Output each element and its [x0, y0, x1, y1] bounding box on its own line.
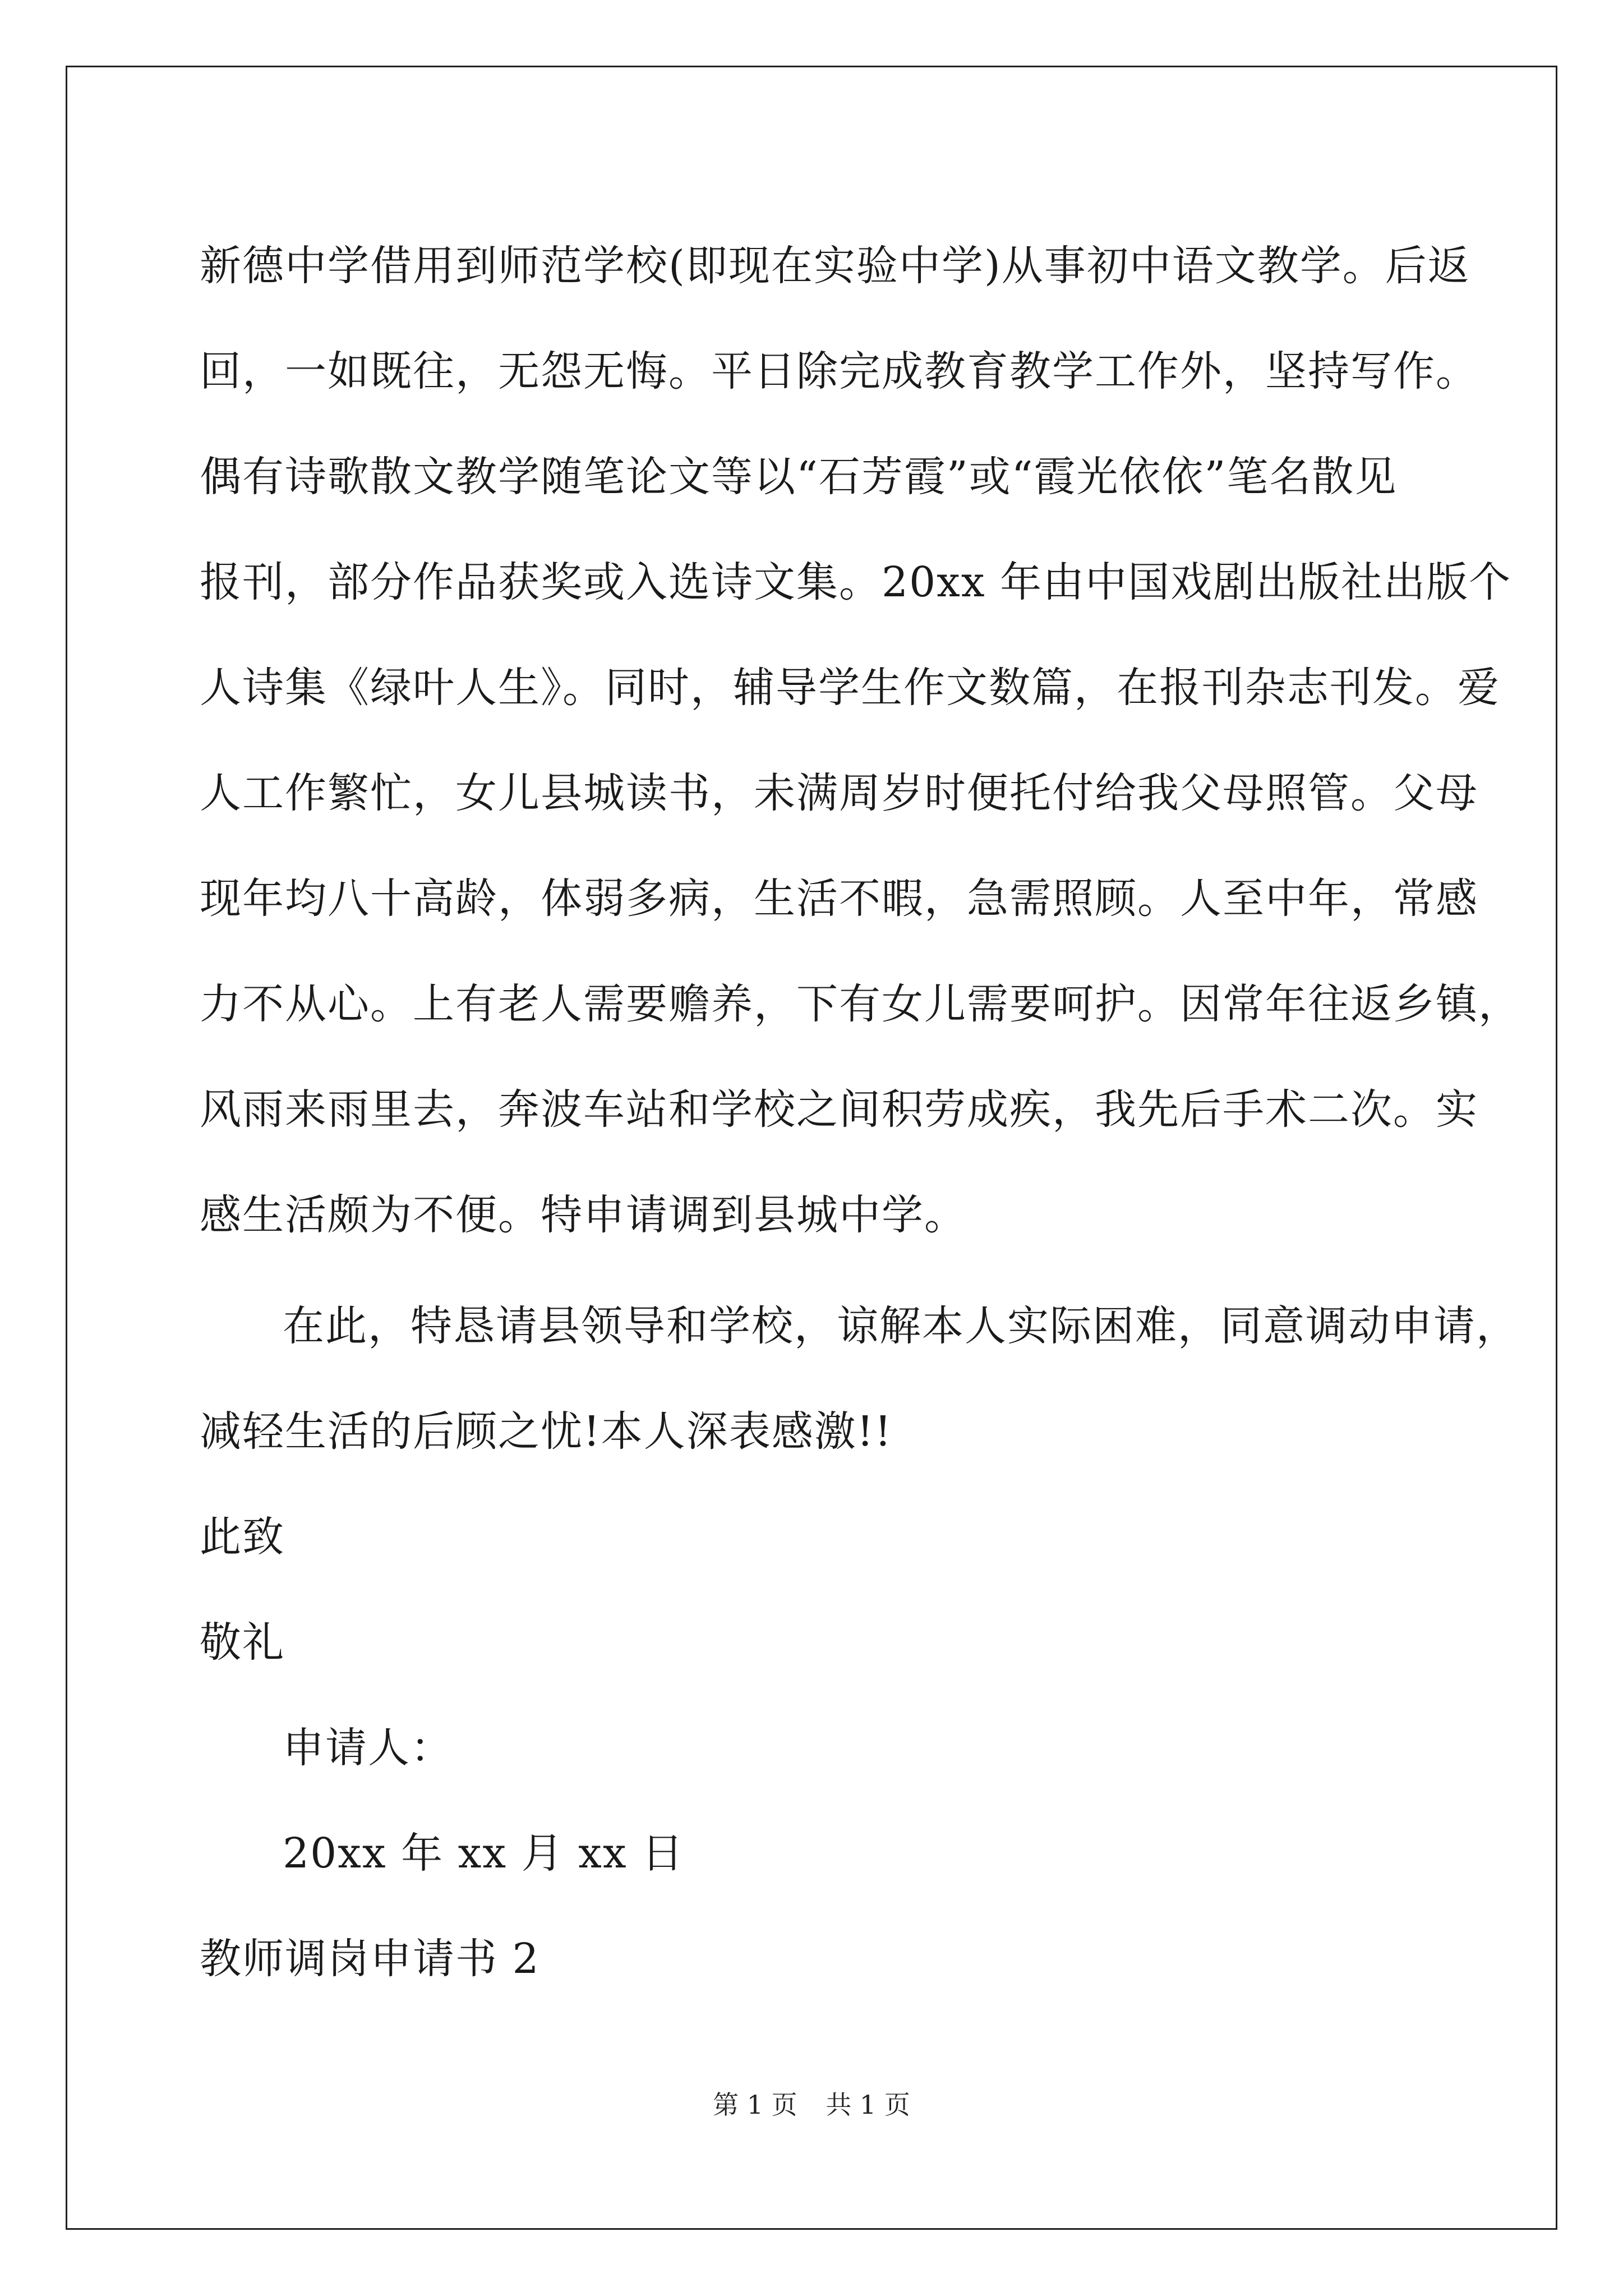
body-line-3: 偶有诗歌散文教学随笔论文等以“石芳霞”或“霞光依依”笔名散见	[200, 453, 1398, 501]
body-line-6: 人工作繁忙，女儿县城读书，未满周岁时便托付给我父母照管。父母	[200, 769, 1478, 817]
body-line-1: 新德中学借用到师范学校(即现在实验中学)从事初中语文教学。后返	[200, 242, 1470, 290]
body-line-9: 风雨来雨里去，奔波车站和学校之间积劳成疾，我先后手术二次。实	[200, 1085, 1478, 1134]
page-number-total: 共 1 页	[826, 2090, 910, 2120]
salutation-jing-li: 敬礼	[200, 1618, 285, 1667]
body-line-2: 回，一如既往，无怨无悔。平日除完成教育教学工作外，坚持写作。	[200, 347, 1478, 395]
next-document-title: 教师调岗申请书 2	[200, 1935, 540, 1983]
body-line-4: 报刊，部分作品获奖或入选诗文集。20xx 年由中国戏剧出版社出版个	[200, 558, 1512, 606]
body-line-5: 人诗集《绿叶人生》。同时，辅导学生作文数篇，在报刊杂志刊发。爱	[200, 664, 1500, 712]
document-body	[200, 213, 1521, 2012]
applicant-label: 申请人：	[283, 1724, 453, 1772]
page-number-current: 第 1 页	[713, 2090, 797, 2120]
page-footer	[0, 2088, 1623, 2122]
application-date: 20xx 年 xx 月 xx 日	[283, 1829, 685, 1878]
closing-line-2: 减轻生活的后顾之忧!本人深表感激!!	[200, 1407, 893, 1456]
body-line-8: 力不从心。上有老人需要赡养，下有女儿需要呵护。因常年往返乡镇，	[200, 980, 1521, 1028]
closing-line-1: 在此，特恳请县领导和学校，谅解本人实际困难，同意调动申请，	[283, 1302, 1519, 1350]
body-line-10: 感生活颇为不便。特申请调到县城中学。	[200, 1191, 967, 1239]
body-line-7: 现年均八十高龄，体弱多病，生活不暇，急需照顾。人至中年，常感	[200, 875, 1478, 923]
salutation-ci-zhi: 此致	[200, 1513, 285, 1561]
